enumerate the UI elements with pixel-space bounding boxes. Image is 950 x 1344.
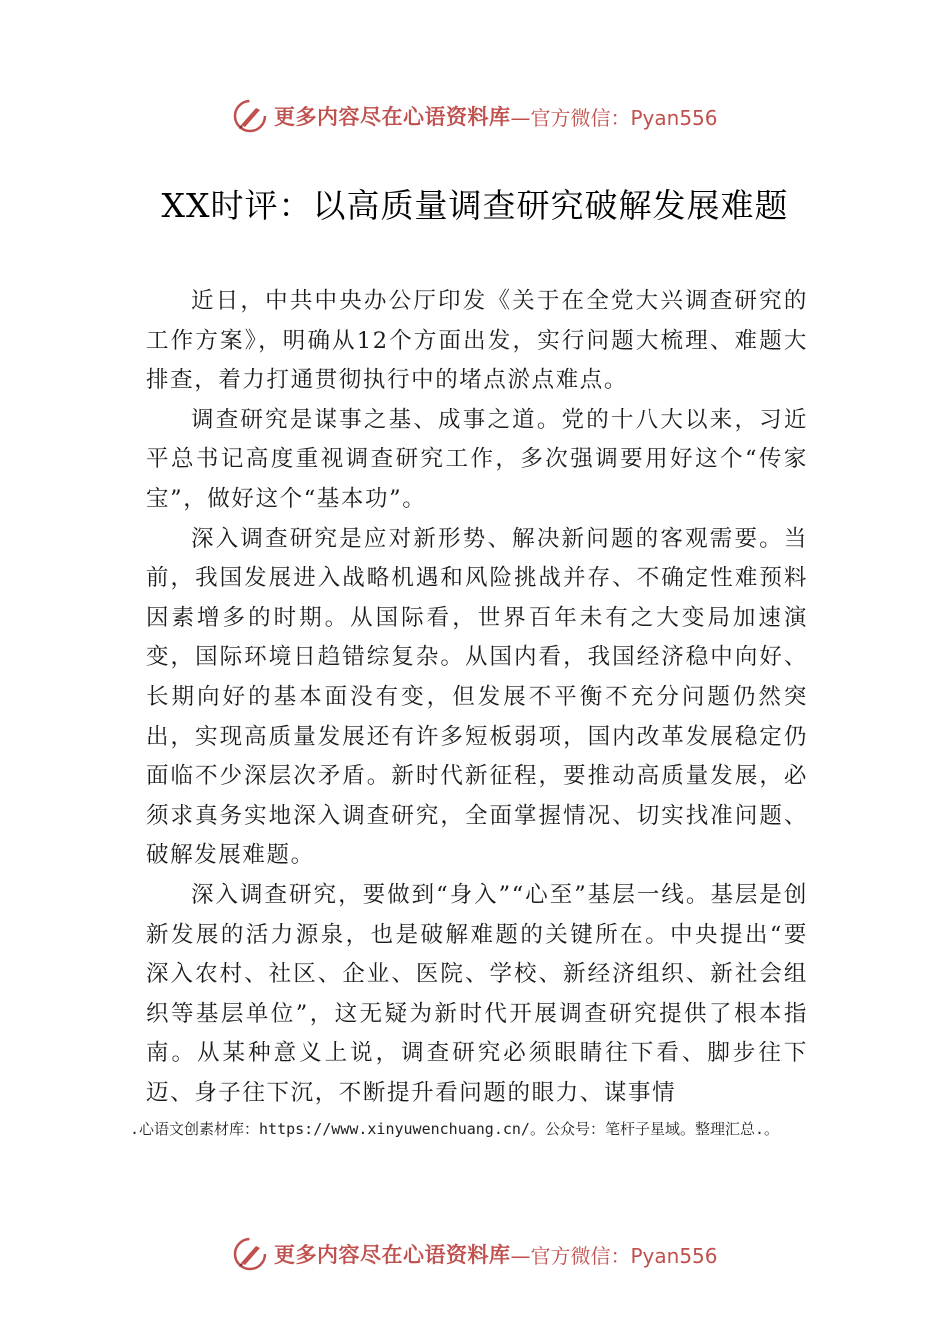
document-title: XX时评：以高质量调查研究破解发展难题: [161, 186, 789, 225]
header-banner: [232, 96, 732, 136]
paragraph: 深入调查研究是应对新形势、解决新问题的客观需要。当前，我国发展进入战略机遇和风险挑战并存、不确定性难预料因素增多的时期。从国际看，世界百年未有之大变局加速演变，国际环境日趋错综复杂。从国内看，我国经济稳中向好、长期向好的基本面没有变，但发展不平衡不充分问题仍然突出，实现高质量发展还有许多短板弱项，国内改革发展稳定仍面临不少深层次矛盾。新时代新征程，要推动高质量发展，必须求真务实地深入调查研究，全面掌握情况、切实找准问题、破解发展难题。: [146, 525, 808, 869]
brand-text: 更多内容尽在心语资料库: [274, 1242, 511, 1267]
footer-banner: [232, 1234, 732, 1274]
wechat-text: —官方微信：Pyan556: [510, 1243, 718, 1268]
wechat-text: —官方微信：Pyan556: [510, 105, 718, 130]
paragraph: 近日，中共中央办公厅印发《关于在全党大兴调查研究的工作方案》，明确从12个方面出发，实行问题大梳理、难题大排查，着力打通贯彻执行中的堵点淤点难点。: [146, 288, 808, 394]
quill-pen-logo-icon: [232, 1236, 268, 1272]
document-body: [146, 282, 808, 1113]
paragraph: 深入调查研究，要做到“身入”“心至”基层一线。基层是创新发展的活力源泉，也是破解难题的关键所在。中央提出“要深入农村、社区、企业、医院、学校、新经济组织、新社会组织等基层单位”，这无疑为新时代开展调查研究提供了根本指南。从某种意义上说，调查研究必须眼睛往下看、脚步往下迈、身子往下沉，不断提升看问题的眼力、谋事情: [146, 881, 808, 1106]
footer-source-note: .心语文创素材库：https://www.xinyuwenchuang.cn/。公众号：笔杆子星域。整理汇总.。: [130, 1120, 779, 1138]
paragraph: 调查研究是谋事之基、成事之道。党的十八大以来，习近平总书记高度重视调查研究工作，多次强调要用好这个“传家宝”，做好这个“基本功”。: [146, 406, 808, 512]
brand-text: 更多内容尽在心语资料库: [274, 104, 511, 129]
quill-pen-logo-icon: [232, 98, 268, 134]
